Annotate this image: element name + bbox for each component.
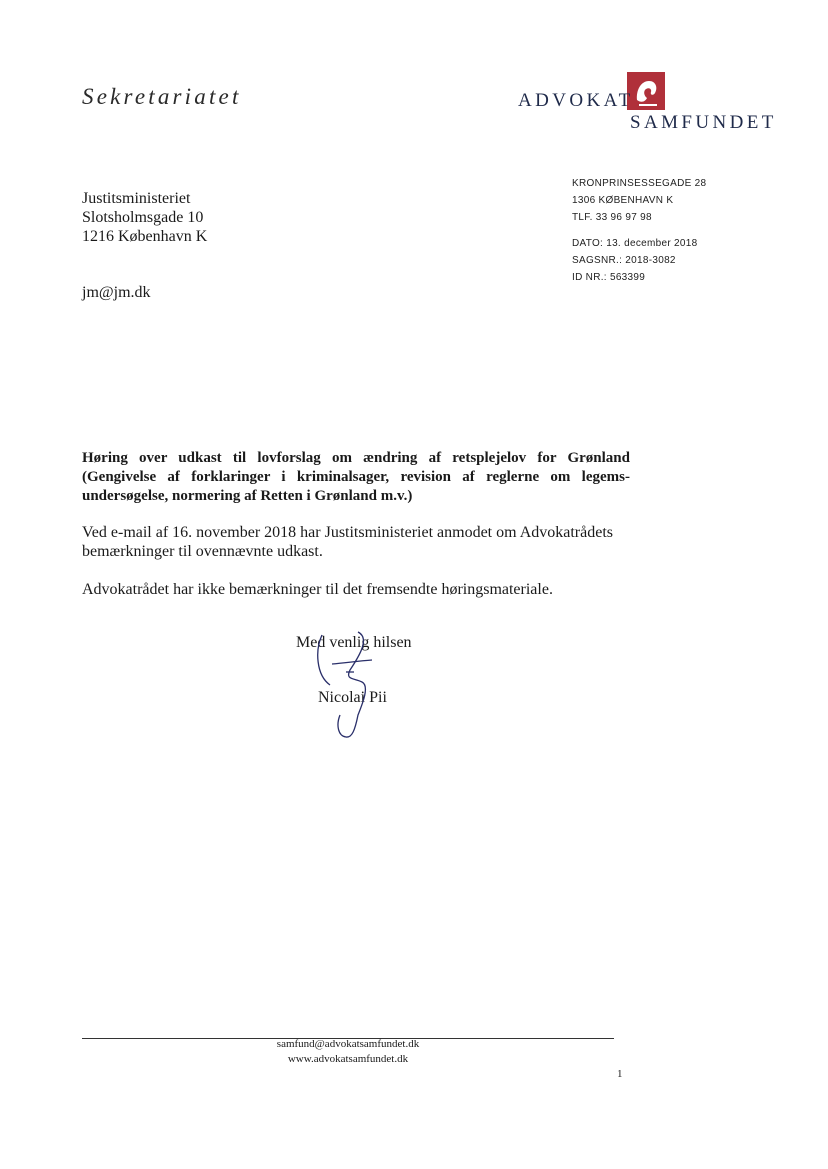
subject-line-1: Høring over udkast til lovforslag om ændring af retsplejelov for Grønland (82, 450, 630, 466)
closing-greeting: Med venlig hilsen (296, 634, 412, 651)
body-p1-line-1: Ved e-mail af 16. november 2018 har Justitsministeriet anmodet om Advokatrådets (82, 524, 613, 541)
footer-email: samfund@advokatsamfundet.dk (276, 1038, 420, 1050)
department-name: Sekretariatet (82, 84, 242, 109)
signer-name: Nicolai Pii (318, 689, 387, 706)
subject-line-2: (Gengivelse af forklaringer i kriminalsager, revision af reglerne om legems- (82, 469, 630, 485)
recipient-street: Slotsholmsgade 10 (82, 209, 204, 226)
logo-word-samfundet: SAMFUNDET (630, 112, 777, 133)
recipient-name: Justitsministeriet (82, 190, 191, 207)
footer-website: www.advokatsamfundet.dk (287, 1053, 409, 1065)
subject-line-3: undersøgelse, normering af Retten i Grønland m.v.) (82, 488, 413, 504)
sender-city: 1306 KØBENHAVN K (572, 195, 674, 206)
case-number: SAGSNR.: 2018-3082 (572, 255, 676, 266)
body-paragraph-1 (82, 523, 642, 561)
page-number: 1 (617, 1068, 623, 1080)
logo-word-advokat: ADVOKAT (518, 90, 634, 111)
body-p1-line-2: bemærkninger til ovennævnte udkast. (82, 543, 323, 560)
sender-street: KRONPRINSESSEGADE 28 (572, 178, 707, 189)
letter-meta (572, 235, 772, 286)
letter-date: DATO: 13. december 2018 (572, 238, 698, 249)
recipient-address (82, 189, 207, 246)
body-paragraph-2: Advokatrådet har ikke bemærkninger til det fremsendte høringsmateriale. (82, 581, 553, 598)
recipient-email: jm@jm.dk (82, 284, 151, 301)
recipient-city: 1216 København K (82, 228, 208, 245)
letter-subject (82, 449, 630, 506)
id-number: ID NR.: 563399 (572, 272, 646, 283)
sender-phone: TLF. 33 96 97 98 (572, 212, 652, 223)
handwritten-signature (300, 630, 410, 745)
sender-address (572, 175, 772, 226)
